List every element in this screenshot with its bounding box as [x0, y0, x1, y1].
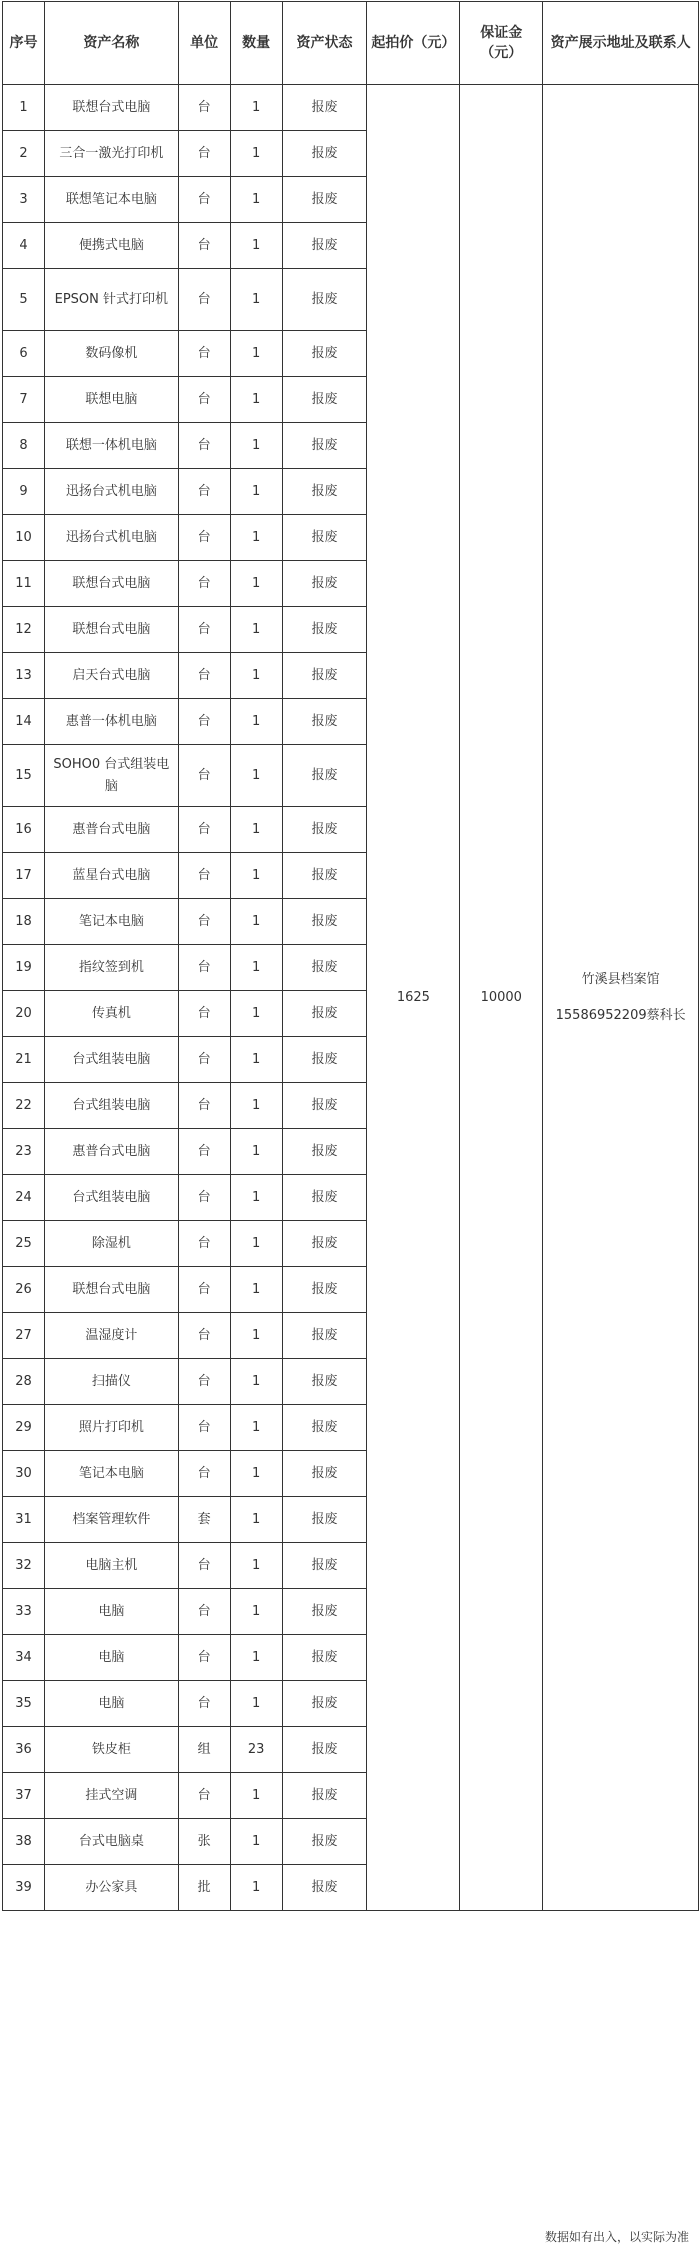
row-quantity: 1	[230, 853, 282, 899]
row-status: 报废	[282, 177, 367, 223]
row-quantity: 1	[230, 1359, 282, 1405]
row-unit: 台	[178, 85, 230, 131]
row-no: 35	[3, 1681, 45, 1727]
row-no: 9	[3, 469, 45, 515]
row-unit: 台	[178, 561, 230, 607]
row-no: 14	[3, 699, 45, 745]
row-asset-name: 台式组装电脑	[44, 1083, 178, 1129]
row-quantity: 1	[230, 1129, 282, 1175]
header-starting-price: 起拍价（元）	[367, 2, 460, 85]
row-unit: 台	[178, 423, 230, 469]
row-asset-name: 联想台式电脑	[44, 607, 178, 653]
header-no: 序号	[3, 2, 45, 85]
row-unit: 台	[178, 377, 230, 423]
row-status: 报废	[282, 1221, 367, 1267]
row-status: 报废	[282, 131, 367, 177]
row-unit: 台	[178, 1451, 230, 1497]
row-asset-name: 联想台式电脑	[44, 1267, 178, 1313]
row-no: 6	[3, 331, 45, 377]
row-unit: 台	[178, 1543, 230, 1589]
row-no: 15	[3, 745, 45, 807]
row-quantity: 1	[230, 131, 282, 177]
row-status: 报废	[282, 745, 367, 807]
header-status: 资产状态	[282, 2, 367, 85]
row-asset-name: 联想台式电脑	[44, 85, 178, 131]
row-unit: 台	[178, 653, 230, 699]
row-quantity: 1	[230, 1497, 282, 1543]
row-no: 30	[3, 1451, 45, 1497]
row-status: 报废	[282, 223, 367, 269]
row-no: 24	[3, 1175, 45, 1221]
row-asset-name: 笔记本电脑	[44, 1451, 178, 1497]
row-unit: 台	[178, 269, 230, 331]
row-asset-name: 三合一激光打印机	[44, 131, 178, 177]
row-quantity: 1	[230, 85, 282, 131]
row-unit: 台	[178, 1083, 230, 1129]
row-status: 报废	[282, 1543, 367, 1589]
row-no: 12	[3, 607, 45, 653]
row-quantity: 1	[230, 515, 282, 561]
row-unit: 套	[178, 1497, 230, 1543]
row-status: 报废	[282, 1267, 367, 1313]
row-unit: 台	[178, 1359, 230, 1405]
header-location-contact: 资产展示地址及联系人	[543, 2, 699, 85]
row-status: 报废	[282, 1681, 367, 1727]
row-status: 报废	[282, 653, 367, 699]
row-quantity: 1	[230, 991, 282, 1037]
row-asset-name: 笔记本电脑	[44, 899, 178, 945]
row-no: 32	[3, 1543, 45, 1589]
row-asset-name: 电脑	[44, 1635, 178, 1681]
row-status: 报废	[282, 899, 367, 945]
row-asset-name: 档案管理软件	[44, 1497, 178, 1543]
row-asset-name: 扫描仪	[44, 1359, 178, 1405]
row-unit: 台	[178, 807, 230, 853]
row-status: 报废	[282, 945, 367, 991]
row-unit: 台	[178, 1589, 230, 1635]
header-unit: 单位	[178, 2, 230, 85]
footnote: 数据如有出入，以实际为准	[544, 2230, 689, 2244]
row-no: 2	[3, 131, 45, 177]
row-asset-name: 温湿度计	[44, 1313, 178, 1359]
row-asset-name: 蓝星台式电脑	[44, 853, 178, 899]
row-asset-name: 台式组装电脑	[44, 1175, 178, 1221]
row-no: 28	[3, 1359, 45, 1405]
row-no: 5	[3, 269, 45, 331]
row-no: 20	[3, 991, 45, 1037]
row-no: 23	[3, 1129, 45, 1175]
row-quantity: 1	[230, 1037, 282, 1083]
row-unit: 台	[178, 1681, 230, 1727]
row-no: 7	[3, 377, 45, 423]
row-asset-name: 照片打印机	[44, 1405, 178, 1451]
row-asset-name: 台式电脑桌	[44, 1819, 178, 1865]
row-status: 报废	[282, 515, 367, 561]
row-quantity: 1	[230, 1267, 282, 1313]
row-status: 报废	[282, 423, 367, 469]
row-status: 报废	[282, 1175, 367, 1221]
row-asset-name: 电脑	[44, 1681, 178, 1727]
row-no: 31	[3, 1497, 45, 1543]
row-asset-name: 启天台式电脑	[44, 653, 178, 699]
table-row	[3, 85, 699, 131]
row-asset-name: 电脑	[44, 1589, 178, 1635]
row-no: 11	[3, 561, 45, 607]
row-no: 1	[3, 85, 45, 131]
row-unit: 台	[178, 1267, 230, 1313]
row-no: 39	[3, 1865, 45, 1911]
location-name: 竹溪县档案馆	[581, 971, 660, 987]
row-status: 报废	[282, 1773, 367, 1819]
row-quantity: 1	[230, 177, 282, 223]
row-unit: 台	[178, 991, 230, 1037]
row-quantity: 1	[230, 1635, 282, 1681]
header-qty: 数量	[230, 2, 282, 85]
row-quantity: 1	[230, 745, 282, 807]
row-quantity: 1	[230, 1773, 282, 1819]
row-status: 报废	[282, 1405, 367, 1451]
row-quantity: 1	[230, 1405, 282, 1451]
row-status: 报废	[282, 269, 367, 331]
row-status: 报废	[282, 1589, 367, 1635]
row-no: 19	[3, 945, 45, 991]
row-unit: 台	[178, 1175, 230, 1221]
row-asset-name: 便携式电脑	[44, 223, 178, 269]
contact-info: 15586952209蔡科长	[555, 1007, 686, 1023]
row-no: 21	[3, 1037, 45, 1083]
row-quantity: 1	[230, 377, 282, 423]
row-no: 34	[3, 1635, 45, 1681]
row-quantity: 1	[230, 561, 282, 607]
row-status: 报废	[282, 377, 367, 423]
row-status: 报废	[282, 1497, 367, 1543]
row-unit: 台	[178, 745, 230, 807]
row-asset-name: 铁皮柜	[44, 1727, 178, 1773]
row-no: 10	[3, 515, 45, 561]
row-unit: 台	[178, 469, 230, 515]
row-status: 报废	[282, 1635, 367, 1681]
row-status: 报废	[282, 1083, 367, 1129]
row-quantity: 1	[230, 1865, 282, 1911]
row-unit: 台	[178, 853, 230, 899]
row-unit: 台	[178, 331, 230, 377]
asset-table	[2, 1, 699, 1911]
row-asset-name: 联想电脑	[44, 377, 178, 423]
row-unit: 台	[178, 1221, 230, 1267]
row-quantity: 1	[230, 653, 282, 699]
row-quantity: 1	[230, 1589, 282, 1635]
row-no: 37	[3, 1773, 45, 1819]
row-asset-name: 惠普台式电脑	[44, 1129, 178, 1175]
row-quantity: 1	[230, 469, 282, 515]
header-row	[3, 2, 699, 85]
row-status: 报废	[282, 1037, 367, 1083]
row-status: 报废	[282, 1727, 367, 1773]
row-status: 报废	[282, 1451, 367, 1497]
row-asset-name: 联想一体机电脑	[44, 423, 178, 469]
row-quantity: 1	[230, 945, 282, 991]
row-asset-name: 迅扬台式机电脑	[44, 469, 178, 515]
row-quantity: 1	[230, 223, 282, 269]
row-quantity: 1	[230, 699, 282, 745]
row-no: 29	[3, 1405, 45, 1451]
row-no: 17	[3, 853, 45, 899]
row-asset-name: 迅扬台式机电脑	[44, 515, 178, 561]
row-asset-name: 台式组装电脑	[44, 1037, 178, 1083]
row-quantity: 1	[230, 807, 282, 853]
row-unit: 台	[178, 1773, 230, 1819]
row-no: 27	[3, 1313, 45, 1359]
row-unit: 台	[178, 1405, 230, 1451]
row-status: 报废	[282, 85, 367, 131]
row-asset-name: 挂式空调	[44, 1773, 178, 1819]
row-unit: 张	[178, 1819, 230, 1865]
row-asset-name: 惠普一体机电脑	[44, 699, 178, 745]
row-unit: 台	[178, 131, 230, 177]
row-status: 报废	[282, 991, 367, 1037]
row-quantity: 1	[230, 899, 282, 945]
row-unit: 台	[178, 699, 230, 745]
row-unit: 台	[178, 945, 230, 991]
row-unit: 台	[178, 607, 230, 653]
row-no: 3	[3, 177, 45, 223]
row-asset-name: 办公家具	[44, 1865, 178, 1911]
row-quantity: 1	[230, 1451, 282, 1497]
row-quantity: 1	[230, 423, 282, 469]
row-unit: 台	[178, 1037, 230, 1083]
row-status: 报废	[282, 1129, 367, 1175]
row-status: 报废	[282, 807, 367, 853]
row-status: 报废	[282, 1819, 367, 1865]
row-quantity: 1	[230, 1313, 282, 1359]
row-status: 报废	[282, 331, 367, 377]
row-asset-name: 指纹签到机	[44, 945, 178, 991]
row-no: 33	[3, 1589, 45, 1635]
row-status: 报废	[282, 607, 367, 653]
row-no: 16	[3, 807, 45, 853]
row-quantity: 1	[230, 1175, 282, 1221]
row-asset-name: 除湿机	[44, 1221, 178, 1267]
row-unit: 台	[178, 223, 230, 269]
row-unit: 批	[178, 1865, 230, 1911]
row-no: 8	[3, 423, 45, 469]
header-name: 资产名称	[44, 2, 178, 85]
row-unit: 台	[178, 515, 230, 561]
row-unit: 台	[178, 899, 230, 945]
row-quantity: 1	[230, 269, 282, 331]
row-asset-name: 联想笔记本电脑	[44, 177, 178, 223]
starting-price-cell: 1625	[367, 85, 460, 1911]
row-quantity: 23	[230, 1727, 282, 1773]
row-no: 26	[3, 1267, 45, 1313]
row-asset-name: SOHO0 台式组装电脑	[44, 745, 178, 807]
row-unit: 台	[178, 1635, 230, 1681]
row-no: 25	[3, 1221, 45, 1267]
row-asset-name: 电脑主机	[44, 1543, 178, 1589]
row-quantity: 1	[230, 1819, 282, 1865]
row-no: 18	[3, 899, 45, 945]
row-quantity: 1	[230, 1083, 282, 1129]
row-unit: 组	[178, 1727, 230, 1773]
row-no: 22	[3, 1083, 45, 1129]
row-status: 报废	[282, 469, 367, 515]
row-no: 13	[3, 653, 45, 699]
row-status: 报废	[282, 1313, 367, 1359]
row-quantity: 1	[230, 331, 282, 377]
row-asset-name: 数码像机	[44, 331, 178, 377]
row-asset-name: 惠普台式电脑	[44, 807, 178, 853]
location-contact-cell	[543, 85, 699, 1911]
row-asset-name: EPSON 针式打印机	[44, 269, 178, 331]
row-no: 36	[3, 1727, 45, 1773]
row-status: 报废	[282, 1359, 367, 1405]
row-no: 4	[3, 223, 45, 269]
row-status: 报废	[282, 561, 367, 607]
row-quantity: 1	[230, 1681, 282, 1727]
asset-table-body	[3, 85, 699, 1911]
row-unit: 台	[178, 1129, 230, 1175]
row-asset-name: 联想台式电脑	[44, 561, 178, 607]
row-unit: 台	[178, 1313, 230, 1359]
row-no: 38	[3, 1819, 45, 1865]
row-quantity: 1	[230, 1543, 282, 1589]
row-status: 报废	[282, 1865, 367, 1911]
row-unit: 台	[178, 177, 230, 223]
row-quantity: 1	[230, 1221, 282, 1267]
row-asset-name: 传真机	[44, 991, 178, 1037]
deposit-cell: 10000	[460, 85, 543, 1911]
header-deposit: 保证金（元）	[460, 2, 543, 85]
row-status: 报废	[282, 699, 367, 745]
row-quantity: 1	[230, 607, 282, 653]
row-status: 报废	[282, 853, 367, 899]
